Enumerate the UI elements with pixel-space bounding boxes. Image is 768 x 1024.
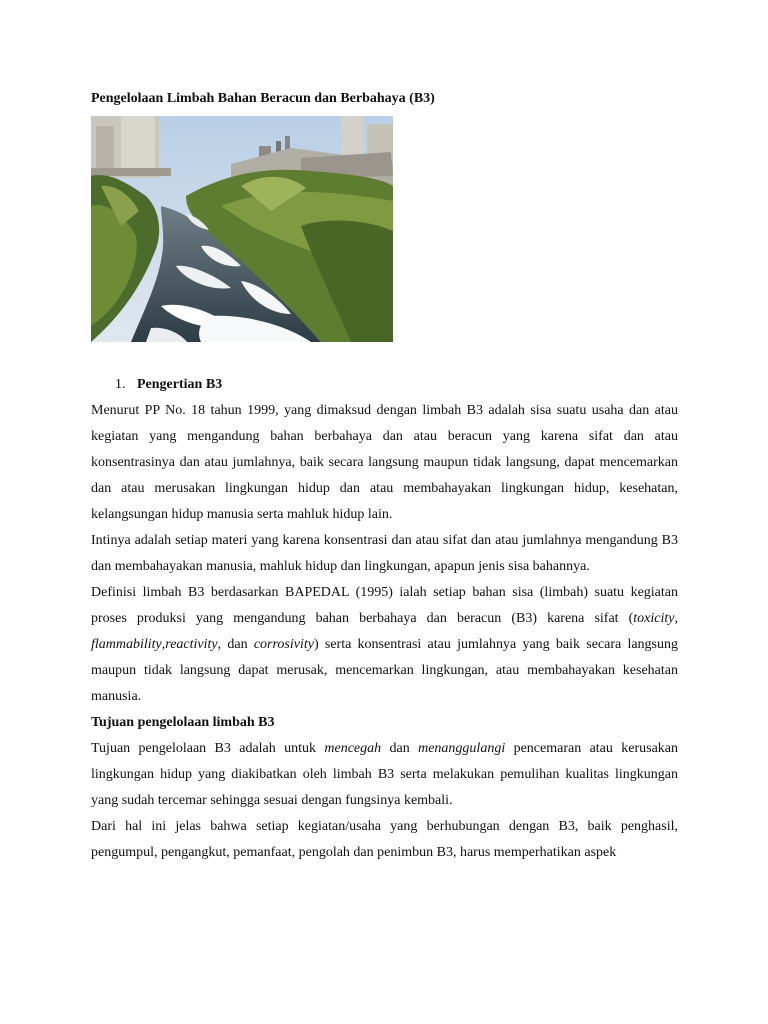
paragraph: Dari hal ini jelas bahwa setiap kegiatan/usaha yang berhubungan dengan B3, baik penghasil, pengumpul, pengangkut, pemanfaat, pengolah dan penimbun B3, harus memperhatikan aspek	[91, 819, 678, 860]
polluted-river-photo	[91, 116, 393, 342]
document-title: Pengelolaan Limbah Bahan Beracun dan Berbahaya (B3)	[91, 91, 435, 106]
document-body	[91, 372, 678, 866]
section-heading-tujuan: Tujuan pengelolaan limbah B3	[91, 715, 275, 730]
paragraph: Tujuan pengelolaan B3 adalah untuk mencegah dan menanggulangi pencemaran atau kerusakan lingkungan hidup yang diakibatkan oleh limbah B3 serta melakukan pemulihan kualitas lingkungan yang sudah tercemar sehingga sesuai dengan fungsinya kembali.	[91, 741, 679, 808]
paragraph-definition: Definisi limbah B3 berdasarkan BAPEDAL (1995) ialah setiap bahan sisa (limbah) suatu kegiatan proses produksi yang mengandung bahan berbahaya dan beracun (B3) karena sifat (toxicity, flammability,reactivity, dan corrosivity) serta konsentrasi atau jumlahnya yang baik secara langsung maupun tidak langsung dapat merusak, mencemarkan lingkungan, atau membahayakan kesehatan manusia.	[91, 585, 678, 704]
paragraph: Menurut PP No. 18 tahun 1999, yang dimaksud dengan limbah B3 adalah sisa suatu usaha dan atau kegiatan yang mengandung bahan berbahaya dan atau beracun yang karena sifat dan atau konsentrasinya dan atau jumlahnya, baik secara langsung maupun tidak langsung, dapat mencemarkan dan atau merusakan lingkungan hidup dan atau membahayakan lingkungan hidup, kesehatan, kelangsungan hidup manusia serta mahluk hidup lain.	[91, 403, 678, 522]
section-heading-pengertian: 1. Pengertian B3	[115, 377, 223, 392]
paragraph: Intinya adalah setiap materi yang karena konsentrasi dan atau sifat dan atau jumlahnya mengandung B3 dan membahayakan manusia, mahluk hidup dan lingkungan, apapun jenis sisa bahannya.	[91, 533, 678, 574]
